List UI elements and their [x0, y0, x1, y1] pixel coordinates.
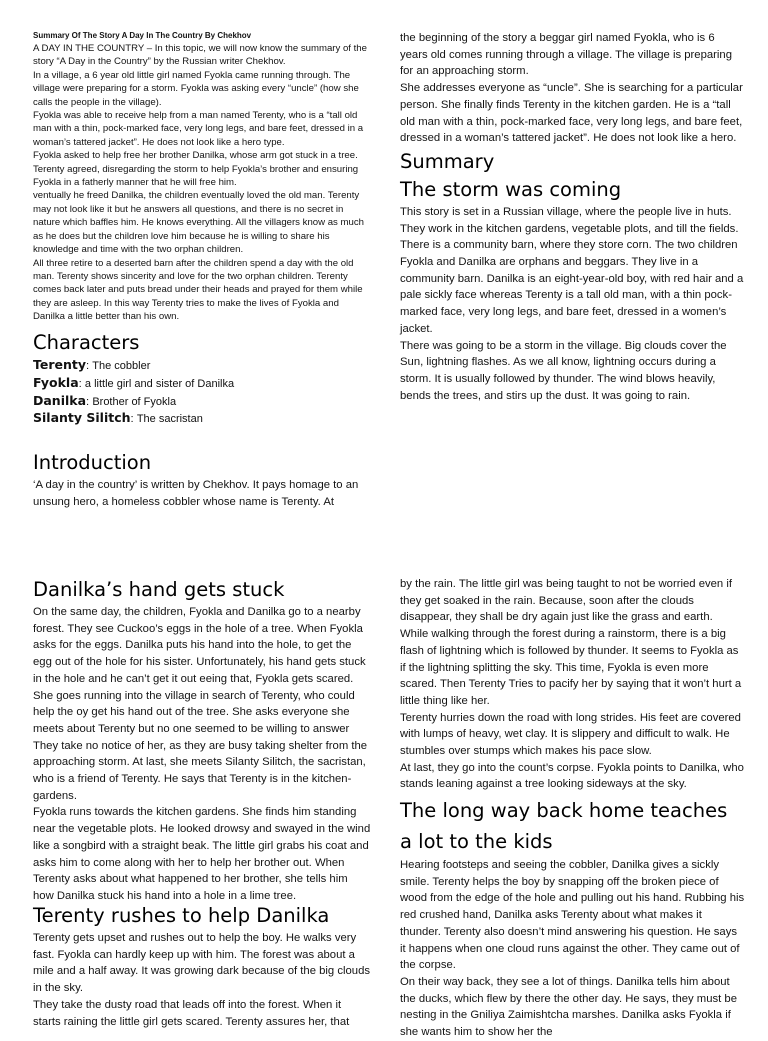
intro-paragraph: Fyokla asked to help free her brother Danilka, whose arm got stuck in a tree. Terenty agreed, disregarding the storm to help Fyokla’s brother and ensuring Fyokla in a fatherly manner that he will free him. [33, 150, 359, 189]
summary-heading: Summary [400, 149, 495, 173]
introduction-section [33, 449, 368, 513]
rain-walk-section [400, 576, 745, 796]
character-item: Silanty Silitch: The sacristan [33, 410, 203, 426]
character-desc: The sacristan [136, 413, 203, 426]
long-way-section [400, 795, 745, 1039]
hand-stuck-paragraph: On the same day, the children, Fyokla and Danilka go to a nearby forest. They see Cuckoo’s eggs in the hole of a tree. When Fyokla asks for the eggs. Danilka puts his hand into the hole, to get the egg out of the hole for his sister. Unfortunately, his hand gets stuck in the hole and he can’t get it out eeing that, Fyokla gets scared. She goes running into the village in search of Terenty, who could help the oy get his hand out of the tree. She asks everyone she meets about Terenty but no one seemed to be willing to answer They take no notice of her, as they are busy taking shelter from the approaching storm. At last, she meets Silanty Silitch, the sacristan, who is a friend of Terenty. He says that Terenty is in the kitchen- gardens. [33, 606, 368, 802]
characters-section [33, 329, 368, 426]
long-way-heading: The long way back home teaches a lot to the kids [400, 799, 728, 853]
character-desc: a little girl and sister of Danilka [84, 377, 235, 390]
terenty-rushes-paragraph: They take the dusty road that leads off into the forest. When it starts raining the little girl gets scared. Terenty assures her, that [33, 998, 350, 1028]
terenty-rushes-paragraph: Terenty gets upset and rushes out to help the boy. He walks very fast. Fyokla can hardly keep up with him. The forest was about a mile and a half away. It was growing dark because of the big clouds in the sky. [33, 932, 371, 995]
rain-paragraph: At last, they go into the count’s corpse. Fyokla points to Danilka, who stands leaning against a tree looking sideways at the sky. [400, 761, 744, 791]
summary-section [400, 30, 745, 422]
character-desc: Brother of Fyokla [92, 395, 177, 408]
intro-continued: She addresses everyone as “uncle”. She is searching for a particular person. She finally finds Terenty in the kitchen garden. He is a “tall old man with a thin, pock-marked face, very long legs, and bare feet, dressed in a woman’s tattered jacket”. He does not look like a hero. [400, 82, 743, 145]
introduction-heading: Introduction [33, 451, 152, 474]
character-item: Fyokla: a little girl and sister of Danilka [33, 374, 235, 390]
hand-stuck-section [33, 576, 371, 901]
character-name: Terenty [33, 357, 87, 372]
summary-intro-section [33, 30, 368, 330]
document-title: Summary Of The Story A Day In The Country By Chekhov [33, 31, 252, 40]
intro-paragraph: ventually he freed Danilka, the children eventually loved the old man. Terenty may not look like it but he answers all questions, and there is no secret in nature which baffles him. He knows everything. All the villagers know as much as he does but the children love him because he is willing to share his knowledge and time with the two orphan children. [33, 190, 364, 256]
intro-paragraph: All three retire to a deserted barn after the children spend a day with the old man. Terenty shows sincerity and love for the two orphan children. Terenty comes back later and puts bread under their heads and prayed for them while they are asleep. In this way Terenty tries to make the lives of Fyokla and Danilka a little better than his own. [33, 257, 363, 323]
rain-paragraph: Terenty hurries down the road with long strides. His feet are covered with lumps of heavy, wet clay. It is slippery and difficult to walk. He stumbles over stumps which makes his pace slow. [400, 711, 741, 758]
character-name: Silanty Silitch [33, 410, 131, 426]
terenty-rushes-section [33, 902, 371, 1028]
character-item: Terenty: The cobbler [33, 357, 151, 372]
introduction-text: ‘A day in the country’ is written by Chekhov. It pays homage to an unsung hero, a homeless cobbler whose name is Terenty. At [33, 479, 359, 508]
intro-paragraph: In a village, a 6 year old little girl named Fyokla came running through. The village were preparing for a storm. Fyokla was asking every “uncle” (how she calls the people in the village). [33, 69, 359, 108]
storm-heading: The storm was coming [400, 177, 622, 201]
character-item: Danilka: Brother of Fyokla [33, 392, 177, 408]
rain-paragraph: by the rain. The little girl was being taught to not be worried even if they get soaked in the rain. Because, soon after the clouds disappear, they shall be dry again just like the grass and earth. [400, 578, 732, 624]
intro-paragraph: Fyokla was able to receive help from a man named Terenty, who is a “tall old man with a thin, pock-marked face, very long legs, and bare feet, dressed in a woman’s tattered jacket”. He does not look like a hero type. [33, 110, 364, 148]
intro-continued: the beginning of the story a beggar girl named Fyokla, who is 6 years old comes running through a village. The village is preparing for an approaching storm. [400, 32, 732, 78]
characters-heading: Characters [33, 331, 140, 354]
storm-paragraph: There was going to be a storm in the village. Big clouds cover the Sun, lightning flashes. As we all know, lightning occurs during a storm. It is usually followed by thunder. The wind blows heavily, bends the trees, and stirs up the dust. It was going to rain. [400, 339, 727, 402]
intro-paragraph: A DAY IN THE COUNTRY – In this topic, we will now know the summary of the story “A Day in the Country” by the Russian writer Chekhov. [33, 43, 367, 68]
rain-paragraph: While walking through the forest during a rainstorm, there is a big flash of lightning which is followed by thunder. It seems to Fyokla as if the lightning splitting the sky. This time, Fyokla is even more scared. Then Terenty Tries to pacify her by saying that it won’t hurt a little thing like her. [400, 628, 742, 707]
character-desc: The cobbler [92, 360, 151, 372]
terenty-rushes-heading: Terenty rushes to help Danilka [33, 904, 330, 927]
long-way-paragraph: On their way back, they see a lot of things. Danilka tells him about the ducks, which flew by there the other day. He says, they must be nesting in the Gniliya Zaimishtcha marshes. Danilka asks Fyokla if she wants him to show her the [400, 975, 737, 1039]
hand-stuck-paragraph: Fyokla runs towards the kitchen gardens. She finds him standing near the vegetable plots. He looked drowsy and swayed in the wind like a songbird with a straight beak. The little girl grabs his coat and asks him to come along with her to help her brother out. When Terenty asks about what happened to her brother, she tells him how Danilka stuck his hand into a hole in a lime tree. [33, 806, 371, 902]
storm-paragraph: This story is set in a Russian village, where the people live in huts. They work in the kitchen gardens, vegetable plots, and till the fields. There is a community barn, where they store corn. The two children Fyokla and Danilka are orphans and beggars. They live in a community barn. Danilka is an eight-year-old boy, with red hair and a pale sickly face whereas Terenty is a tall old man, with a thin pock-marked face, very long legs, and bare feet, dressed in a women’s jacket. [400, 205, 744, 335]
long-way-paragraph: Hearing footsteps and seeing the cobbler, Danilka gives a sickly smile. Terenty helps the boy by snapping off the broken piece of wood from the edge of the hole and pulling out his hand. Rubbing his red crushed hand, Danilka asks Terenty about what makes it thunder. Terenty also doesn’t mind answering his question. He says it happens when one cloud runs against the other. They came out of the corpse. [400, 859, 745, 972]
hand-stuck-heading: Danilka’s hand gets stuck [33, 578, 285, 601]
character-name: Fyokla [33, 374, 79, 390]
character-name: Danilka [33, 392, 87, 408]
